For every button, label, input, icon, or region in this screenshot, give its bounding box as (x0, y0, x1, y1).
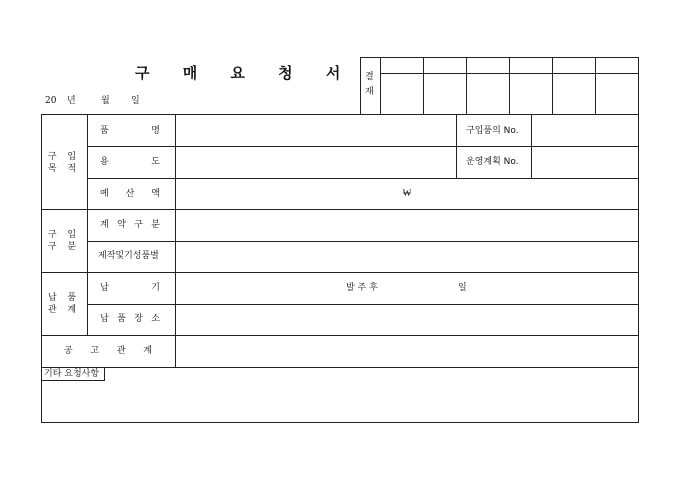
date-prefix: 20 (45, 96, 57, 106)
item-name-label: 품 명 (100, 126, 160, 136)
production-type-label: 제작및기성품별 (98, 251, 159, 261)
purpose-group-label: 구 입 목 적 (47, 152, 81, 174)
date-day-label: 일 (131, 96, 140, 106)
budget-label: 예 산 액 (100, 189, 160, 199)
classification-group-label: 구 입 구 분 (47, 230, 81, 252)
date-month-label: 월 (101, 96, 110, 106)
delivery-place-label: 납 품 장 소 (100, 314, 160, 324)
usage-label: 용 도 (100, 157, 160, 167)
after-order-label: 발 주 후 (346, 283, 378, 293)
delivery-group-label: 납 품 관 계 (47, 293, 81, 315)
notice-label: 공 고 관 계 (64, 346, 152, 356)
operation-plan-no-label: 운영계획 No. (466, 157, 519, 167)
other-requests-label: 기타 요청사항 (41, 368, 105, 381)
delivery-due-label: 납 기 (100, 283, 160, 293)
approval-label-1: 결 (365, 72, 374, 82)
form-title: 구 매 요 청 서 (135, 64, 355, 82)
day-unit-label: 일 (458, 283, 467, 293)
date-year-label: 년 (67, 96, 76, 106)
currency-symbol: ₩ (402, 189, 412, 199)
purchase-request-no-label: 구입품의 No. (466, 126, 519, 136)
contract-type-label: 계 약 구 분 (100, 220, 160, 230)
approval-label-2: 재 (365, 87, 374, 97)
